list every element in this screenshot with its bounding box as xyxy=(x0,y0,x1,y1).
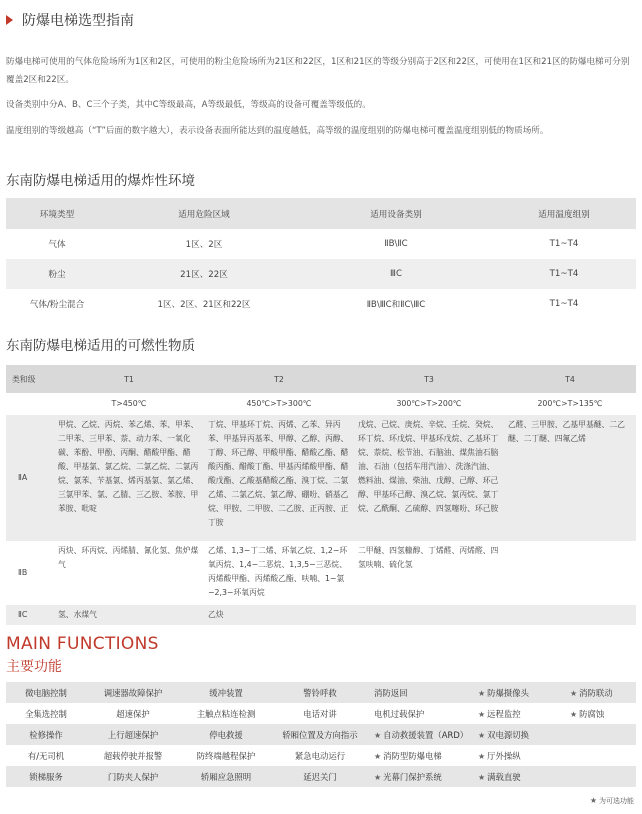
function-cell xyxy=(564,745,636,766)
function-cell xyxy=(180,682,272,703)
star-icon: ★ xyxy=(478,751,486,761)
comb-header-cell: T1 xyxy=(54,365,204,393)
comb-temp-cell: T>450℃ xyxy=(111,399,147,408)
function-cell xyxy=(272,724,368,745)
comb-header-row xyxy=(6,365,636,393)
main-functions-title-cn: 主要功能 xyxy=(6,659,62,675)
env-cell: ⅡB\ⅡC xyxy=(384,239,408,249)
function-cell xyxy=(368,766,472,787)
comb-cell: 戊烷、己烷、庚烷、辛烷、壬烷、癸烷、环丁烷、环戊烷、甲基环戊烷、乙基环丁烷、萘烷、松节油、石脑油、煤焦油石脑油、石油（包括车用汽油）、洗涤汽油、燃料油、煤油、柴油、戊醇、己醇、环己醇、甲基环己醇、溴乙烷、氯丙烷、氯丁烷、乙酰酮、乙硫醇、四氢噻吩、环己胺 xyxy=(354,415,504,541)
comb-cell xyxy=(504,605,636,625)
env-header-cell: 适用设备类别 xyxy=(300,198,492,229)
function-label: 轿厢位置及方向指示 xyxy=(282,729,358,740)
function-cell xyxy=(6,703,86,724)
comb-cell: 丁烷、甲基环丁烷、丙烯、乙苯、异丙苯、甲基异丙基苯、甲醇、乙醇、丙醇、丁醇、环己醇、甲酸甲酯、醋酸乙酯、醋酸丙酯、醋酸丁酯、甲基丙烯酸甲酯、醋酸戊酯、乙酸基醋酸乙酯、溴丁烷、二氯乙烯、二氯乙烷、氯乙醇、硼吩、硝基乙烷、甲胺、二甲胺、二乙胺、正丙胺、正丁胺 xyxy=(204,415,354,541)
function-cell xyxy=(272,745,368,766)
function-label: 超载停驶并报警 xyxy=(103,750,163,761)
env-row xyxy=(6,229,636,259)
function-label: 轿厢应急照明 xyxy=(200,771,252,782)
star-icon: ★ xyxy=(570,688,578,698)
function-label: 防爆摄像头 xyxy=(487,687,530,698)
env-header-cell: 适用危险区域 xyxy=(108,198,300,229)
env-header-row xyxy=(6,198,636,229)
function-label: 电机过载保护 xyxy=(374,708,425,719)
function-row xyxy=(6,766,636,787)
function-cell xyxy=(180,703,272,724)
function-label: 缓冲装置 xyxy=(209,687,243,698)
comb-row xyxy=(6,605,636,625)
function-label: 消防型防爆电梯 xyxy=(383,750,442,761)
function-label: 检修操作 xyxy=(29,729,63,740)
function-label: 消防联动 xyxy=(579,687,613,698)
function-cell xyxy=(180,766,272,787)
function-label: 超速保护 xyxy=(116,708,150,719)
function-label: 上行超速保护 xyxy=(107,729,159,740)
function-cell xyxy=(472,703,564,724)
comb-row xyxy=(6,541,636,605)
function-label: 全集选控制 xyxy=(25,708,67,719)
function-label: 主触点粘连检测 xyxy=(196,708,256,719)
function-label: 微电脑控制 xyxy=(25,687,67,698)
env-cell: 1区、2区、21区和22区 xyxy=(157,300,251,310)
star-icon: ★ xyxy=(589,796,597,805)
function-label: 防腐蚀 xyxy=(579,708,605,719)
comb-header-cell: T2 xyxy=(204,365,354,393)
function-label: 有/无司机 xyxy=(27,750,65,761)
function-label: 防终端越程保护 xyxy=(196,750,256,761)
star-icon: ★ xyxy=(478,772,486,782)
env-cell: 1区、2区 xyxy=(185,240,223,250)
function-cell xyxy=(564,682,636,703)
env-header-cell: 适用温度组别 xyxy=(492,198,636,229)
star-icon: ★ xyxy=(478,688,486,698)
main-functions-title-en: MAIN FUNCTIONS xyxy=(6,634,159,654)
function-label: 门防夹人保护 xyxy=(107,771,159,782)
env-section-title: 东南防爆电梯适用的爆炸性环境 xyxy=(6,173,195,189)
comb-group-cell: ⅡA xyxy=(6,415,54,541)
function-label: 警铃呼救 xyxy=(303,687,337,698)
env-cell: 气体/粉尘混合 xyxy=(29,300,85,310)
star-icon: ★ xyxy=(374,751,382,761)
env-cell: T1~T4 xyxy=(549,239,579,249)
comb-temp-cell: 300℃>T>200℃ xyxy=(396,399,462,408)
function-row xyxy=(6,724,636,745)
function-row xyxy=(6,745,636,766)
comb-cell: 二甲醚、四氢糠醇、丁烯醛、丙烯醛、四氢呋喃、硫化氢 xyxy=(358,546,499,569)
function-cell xyxy=(180,745,272,766)
function-label: 自动救援装置（ARD） xyxy=(383,729,469,740)
function-label: 延迟关门 xyxy=(303,771,337,782)
function-cell xyxy=(472,745,564,766)
function-label: 消防返回 xyxy=(374,687,408,698)
function-cell xyxy=(180,724,272,745)
function-label: 远程监控 xyxy=(487,708,521,719)
intro-paragraph-3: 温度组别的等级越高（“T”后面的数字越大），表示设备表面所能达到的温度越低，高等级的温度组别的防爆电梯可覆盖温度组别低的物质场所。 xyxy=(6,126,549,136)
function-cell xyxy=(272,682,368,703)
function-row xyxy=(6,703,636,724)
function-label: 厅外操纵 xyxy=(487,750,521,761)
combustible-table xyxy=(6,365,636,625)
function-cell xyxy=(6,745,86,766)
comb-group-cell: ⅡB xyxy=(18,568,28,577)
function-cell xyxy=(564,724,636,745)
function-label: 紧急电动运行 xyxy=(294,750,346,761)
env-cell: ⅢC xyxy=(300,259,492,289)
comb-temp-cell: 200℃>T>135℃ xyxy=(537,399,603,408)
comb-cell: 氢、水煤气 xyxy=(54,605,204,625)
star-icon: ★ xyxy=(374,772,382,782)
env-cell: T1~T4 xyxy=(549,299,579,309)
comb-temp-cell: 450℃>T>300℃ xyxy=(246,399,312,408)
comb-cell xyxy=(504,541,636,605)
comb-cell: 甲烷、乙烷、丙烷、苯乙烯、苯、甲苯、二甲苯、三甲苯、萘、动力苯、一氧化碳、苯酚、甲酚、丙酮、醋酸甲酯、醋酸、甲基氯、氯乙烷、二氯乙烷、二氯丙烷、氯苯、苄基氯、烯丙基氯、氯乙烯、三氯甲苯、氯、乙腈、三乙胺、苯胺、甲苯胺、吡啶 xyxy=(54,415,204,541)
star-icon: ★ xyxy=(478,730,486,740)
function-cell xyxy=(86,703,180,724)
function-cell xyxy=(86,682,180,703)
function-cell xyxy=(472,724,564,745)
function-cell xyxy=(86,745,180,766)
env-row xyxy=(6,289,636,319)
env-cell: 粉尘 xyxy=(6,259,108,289)
optional-legend xyxy=(590,796,634,806)
comb-cell: 乙烯、1,3−丁二烯、环氧乙烷、1,2−环氧丙烷、1,4−二恶烷、1,3,5−三恶烷、丙烯酸甲酯、丙烯酸乙酯、呋喃、1−氯−2,3−环氧丙烷 xyxy=(208,546,348,597)
functions-table xyxy=(6,682,636,787)
env-header-cell: 环境类型 xyxy=(6,198,108,229)
title-row xyxy=(6,10,134,30)
function-label: 电话对讲 xyxy=(303,708,337,719)
star-icon: ★ xyxy=(478,709,486,719)
function-label: 锁梯服务 xyxy=(29,771,63,782)
function-cell xyxy=(86,724,180,745)
legend-text: 为可选功能 xyxy=(599,797,634,805)
function-label: 双电源切换 xyxy=(487,729,530,740)
comb-cell: 乙炔 xyxy=(204,605,354,625)
env-cell: 21区、22区 xyxy=(108,259,300,289)
function-row xyxy=(6,682,636,703)
function-cell xyxy=(368,682,472,703)
star-icon: ★ xyxy=(374,730,382,740)
function-label: 满载直驶 xyxy=(487,771,521,782)
intro-paragraph-1: 防爆电梯可使用的气体危险场所为1区和2区，可使用的粉尘危险场所为21区和22区，1区和21区的等级分别高于2区和22区，可使用在1区和21区的防爆电梯可分别覆盖2区和22区。 xyxy=(6,57,630,85)
triangle-bullet-icon xyxy=(6,15,13,25)
function-cell xyxy=(472,682,564,703)
function-cell xyxy=(368,703,472,724)
function-cell xyxy=(472,766,564,787)
page-title: 防爆电梯选型指南 xyxy=(22,13,134,29)
function-cell xyxy=(564,766,636,787)
function-label: 调速器故障保护 xyxy=(103,687,163,698)
comb-cell xyxy=(354,605,504,625)
function-cell xyxy=(272,703,368,724)
function-cell xyxy=(564,703,636,724)
function-cell xyxy=(272,766,368,787)
function-cell xyxy=(368,745,472,766)
function-label: 光幕门保护系统 xyxy=(383,771,442,782)
env-cell: T1~T4 xyxy=(492,259,636,289)
comb-section-title: 东南防爆电梯适用的可燃性物质 xyxy=(6,338,195,354)
comb-temp-cell xyxy=(6,393,54,415)
star-icon: ★ xyxy=(570,709,578,719)
function-cell xyxy=(6,724,86,745)
env-cell: ⅡB\ⅢC和ⅡC\ⅢC xyxy=(366,300,426,310)
comb-group-cell: ⅡC xyxy=(6,605,54,625)
env-cell: 气体 xyxy=(48,240,66,250)
comb-header-cell: 类和级 xyxy=(6,365,54,393)
comb-cell: 丙炔、环丙烷、丙烯腈、氰化氢、焦炉煤气 xyxy=(58,546,199,569)
environment-table xyxy=(6,198,636,319)
comb-temp-row xyxy=(6,393,636,415)
intro-paragraph-2: 设备类别中分A、B、C三个子类，其中C等级最高，A等级最低，等级高的设备可覆盖等级低的。 xyxy=(6,100,371,110)
function-cell xyxy=(6,682,86,703)
env-row xyxy=(6,259,636,289)
function-cell xyxy=(368,724,472,745)
function-label: 停电救援 xyxy=(209,729,243,740)
comb-header-cell: T4 xyxy=(504,365,636,393)
comb-header-cell: T3 xyxy=(354,365,504,393)
function-cell xyxy=(86,766,180,787)
comb-row xyxy=(6,415,636,541)
function-cell xyxy=(6,766,86,787)
comb-cell: 乙醛、三甲胺、乙基甲基醚、二乙醚、二丁醚、四氟乙烯 xyxy=(504,415,636,541)
